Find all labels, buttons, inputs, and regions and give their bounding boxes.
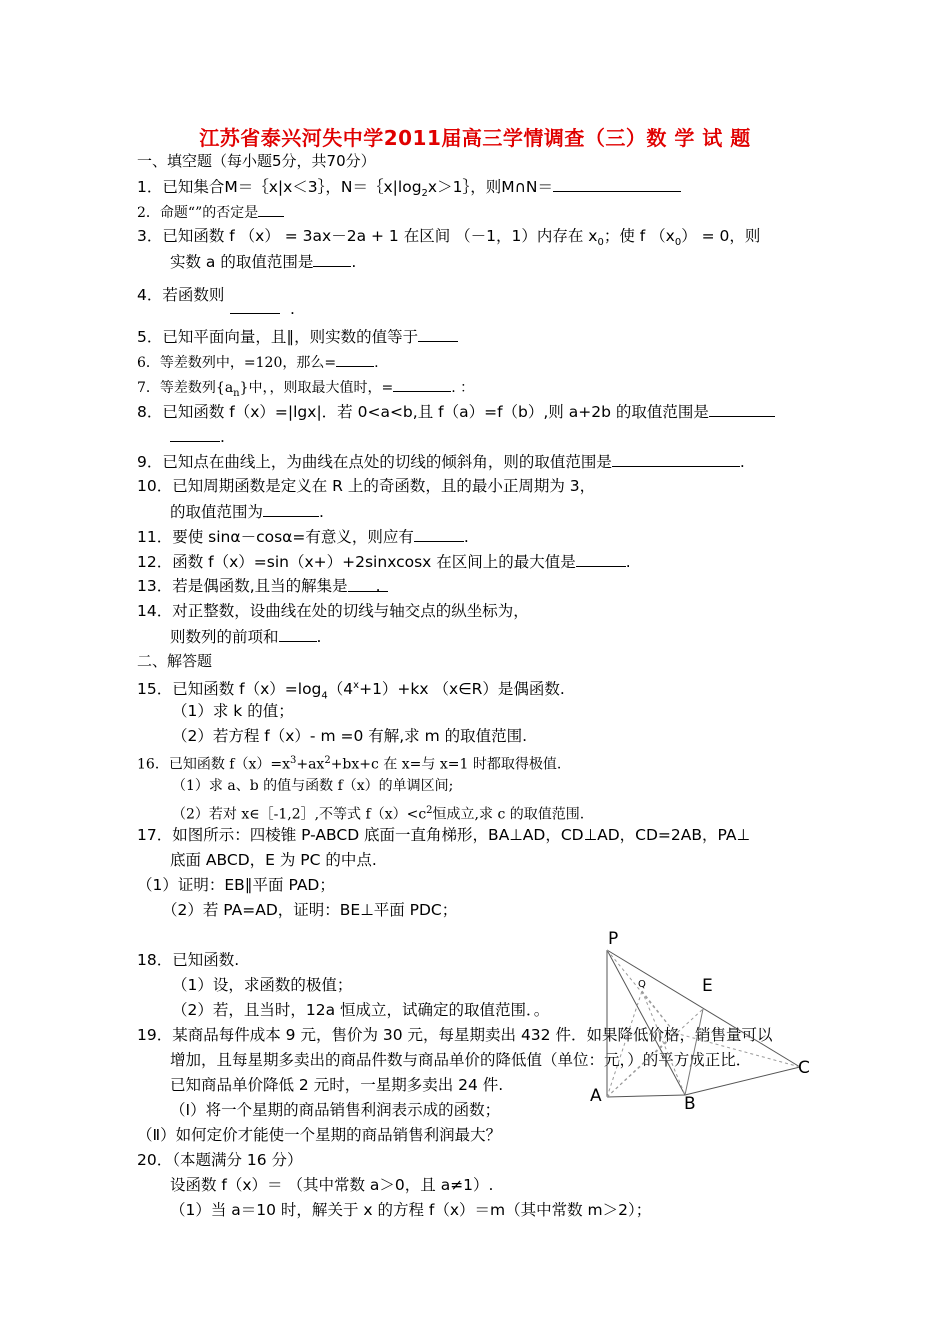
question-2: 2．命题“”的否定是 (137, 201, 284, 223)
question-9: 9．已知点在曲线上，为曲线在点处的切线的倾斜角，则的取值范围是 . (137, 453, 745, 471)
edge-bc (685, 1067, 800, 1095)
edge-aq (607, 991, 642, 1097)
question-16-part1: （1）求 a、b 的值与函数 f（x）的单调区间; (172, 778, 454, 794)
question-8: 8．已知函数 f（x）=|lgx|．若 0<a<b,且 f（a）=f（b）,则 a+2b 的取值范围是 (137, 401, 775, 422)
section-answers: 二、解答题 (137, 652, 213, 670)
question-14: 14．对正整数，设曲线在处的切线与轴交点的纵坐标为， (137, 602, 529, 620)
exam-title: 江苏省泰兴河失中学2011届高三学情调查（三）数 学 试 题 (199, 126, 751, 150)
question-3: 3．已知函数 f （x） = 3ax－2a + 1 在区间 （－1，1）内存在 $x_0$；使 f $(x_0) = 0$，则 (137, 227, 761, 249)
question-17-cont: 底面 ABCD，E 为 PC 的中点. (170, 851, 377, 869)
question-17: 17．如图所示：四棱锥 P-ABCD 底面一直角梯形，BA⊥AD，CD⊥AD，CD=2AB，PA⊥ (137, 826, 750, 844)
question-7: 7．等差数列$\{a_n\}$中，，则取最大值时，= . ： (137, 376, 474, 404)
question-3-cont: 实数 a 的取值范围是 . (170, 253, 357, 271)
pyramid-figure (590, 925, 830, 1115)
question-19-cont2: 已知商品单价降低 2 元时，一星期多卖出 24 件. (170, 1076, 504, 1094)
question-10-cont: 的取值范围为 . (170, 503, 324, 521)
label-q: Q (638, 979, 646, 990)
question-16-part2: （2）若对 x∈［-1,2］,不等式 $f(x)<c^2$恒成立,求 c 的取值范围. (172, 805, 585, 823)
question-10: 10．已知周期函数是定义在 R 上的奇函数，且的最小正周期为 3， (137, 477, 596, 495)
question-6: 6．等差数列中，=120，那么= . (137, 351, 379, 373)
question-8-cont: . (170, 426, 225, 447)
edge-pb (607, 950, 685, 1095)
question-17-part1: （1）证明：EB∥平面 PAD； (137, 876, 335, 894)
edge-qd (642, 991, 675, 1033)
question-18: 18．已知函数. (137, 951, 240, 969)
question-18-part2: （2）若，且当时，12a 恒成立，试确定的取值范围．。 (172, 1001, 550, 1019)
question-4: 4．若函数则 (137, 286, 225, 304)
label-c: C (798, 1058, 810, 1078)
question-19: 19．某商品每件成本 9 元，售价为 30 元，每星期卖出 432 件．如果降低价格，销售量可以 (137, 1026, 773, 1044)
question-20: 20．（本题满分 16 分） (137, 1151, 303, 1169)
edge-ab (607, 1095, 685, 1097)
edge-dc (675, 1033, 800, 1067)
question-16: 16．已知函数 $f(x)=x^3+ax^2+bx+c$ 在 x=与 x=1 时都取得极值. (137, 755, 562, 773)
question-19-part1: （Ⅰ）将一个星期的商品销售利润表示成的函数； (170, 1101, 501, 1119)
question-20-cont: 设函数 f（x）＝ （其中常数 a＞0，且 a≠1）. (170, 1176, 494, 1194)
label-p: P (608, 929, 619, 949)
question-15-part1: （1）求 k 的值； (172, 702, 294, 720)
question-15: 15．已知函数 $f(x)=\log_4(4^x+1)+kx$ （x∈R）是偶函数. (137, 680, 565, 702)
question-14-cont: 则数列的前项和 . (170, 628, 322, 646)
question-11: 11．要使 sinα－cosα=有意义，则应有 . (137, 528, 469, 546)
edge-qb (642, 991, 685, 1095)
edge-pc (607, 950, 800, 1067)
question-13: 13．若是偶函数,且当的解集是 . (137, 576, 388, 596)
question-15-part2: （2）若方程 f（x）- m =0 有解,求 m 的取值范围. (172, 727, 528, 745)
question-4-blank: . (230, 298, 295, 319)
question-20-part1: （1）当 a＝10 时，解关于 x 的方程 f（x）＝m（其中常数 m＞2）； (170, 1201, 652, 1219)
edge-ae (607, 1009, 703, 1097)
question-19-cont: 增加，且每星期多卖出的商品件数与商品单价的降低值（单位：元，）的平方成正比． (170, 1051, 752, 1069)
label-e: E (702, 976, 713, 996)
question-17-part2: （2）若 PA=AD，证明：BE⊥平面 PDC； (162, 901, 458, 919)
question-19-part2: （Ⅱ）如何定价才能使一个星期的商品销售利润最大？ (137, 1126, 502, 1144)
label-a: A (590, 1086, 602, 1106)
label-b: B (684, 1094, 696, 1114)
section-fill-in: 一、填空题（每小题5分，共70分） (137, 152, 376, 170)
question-1: 1．已知集合M＝｛x|x＜3｝，$N=\{x|\log_2x>1\}$，则M∩N＝ (137, 176, 681, 204)
edge-be (685, 1009, 703, 1095)
question-12: 12．函数 f（x）=sin（x+）+2sinxcosx 在区间上的最大值是 . (137, 553, 631, 571)
question-18-part1: （1）设，求函数的极值； (172, 976, 353, 994)
question-5: 5．已知平面向量，且∥，则实数的值等于 (137, 326, 458, 347)
